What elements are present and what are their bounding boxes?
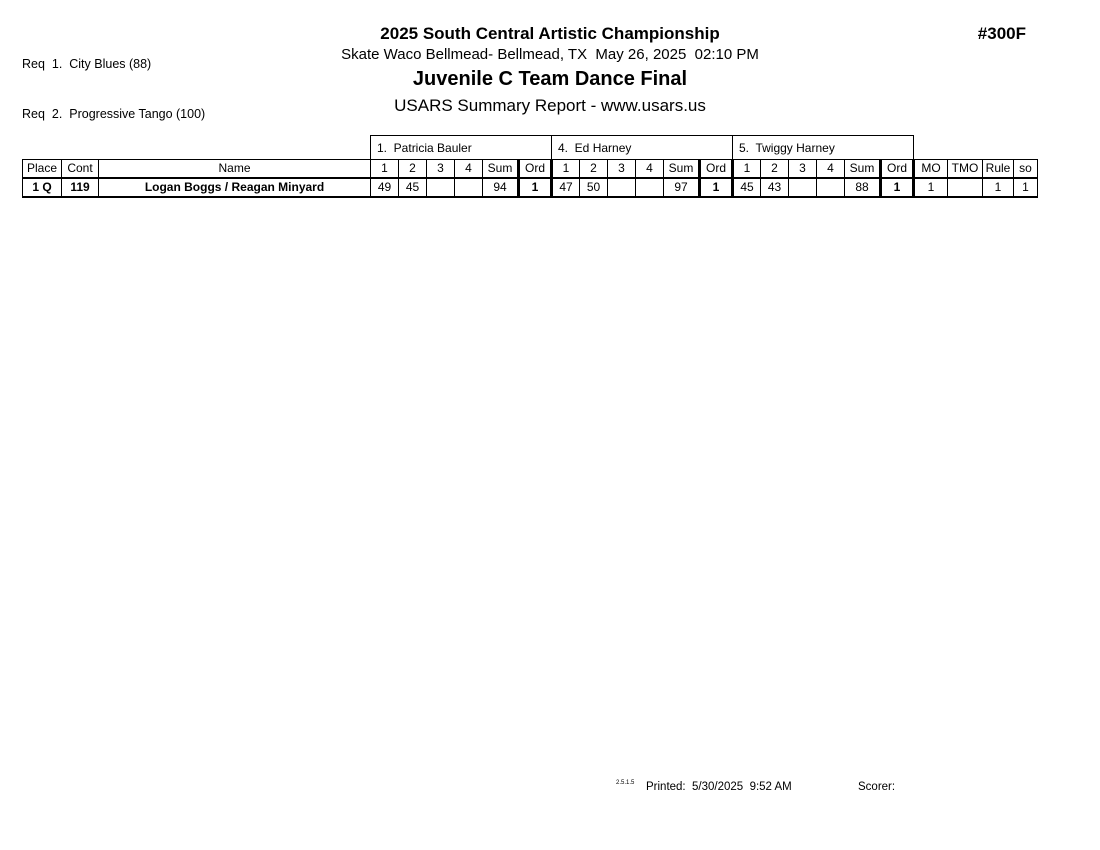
- judge3-sum-header: Sum: [845, 160, 881, 178]
- judge2-score1-header: 1: [552, 160, 580, 178]
- judge2-ord-header: Ord: [700, 160, 733, 178]
- column-header-row: [23, 160, 1038, 178]
- judge1-ord-header: Ord: [519, 160, 552, 178]
- results-table: [22, 135, 1038, 198]
- judge1-sum-cell: 94: [483, 178, 519, 197]
- rule-cell: 1: [983, 178, 1014, 197]
- judge-header-row: [23, 136, 1038, 160]
- cont-column-header: Cont: [62, 160, 99, 178]
- judge2-score1-cell: 47: [552, 178, 580, 197]
- judge1-score1-cell: 49: [371, 178, 399, 197]
- judge3-score4-header: 4: [817, 160, 845, 178]
- so-cell: 1: [1014, 178, 1038, 197]
- judge3-score3-cell: [789, 178, 817, 197]
- judge1-score4-header: 4: [455, 160, 483, 178]
- place-column-header: Place: [23, 160, 62, 178]
- so-column-header: so: [1014, 160, 1038, 178]
- venue-datetime: Skate Waco Bellmead- Bellmead, TX May 26, 2025 02:10 PM: [341, 46, 759, 63]
- judge1-score3-header: 3: [427, 160, 455, 178]
- judge-row-spacer-right: [914, 136, 1038, 160]
- judge3-score1-cell: 45: [733, 178, 761, 197]
- judge2-ord-cell: 1: [700, 178, 733, 197]
- judge1-score3-cell: [427, 178, 455, 197]
- judge3-score2-header: 2: [761, 160, 789, 178]
- printed-timestamp: Printed: 5/30/2025 9:52 AM: [646, 781, 792, 793]
- tmo-column-header: TMO: [948, 160, 983, 178]
- judge2-score2-cell: 50: [580, 178, 608, 197]
- judge3-sum-cell: 88: [845, 178, 881, 197]
- software-version: 2.5.1.5: [616, 780, 635, 786]
- judge1-score1-header: 1: [371, 160, 399, 178]
- event-number: #300F: [977, 24, 1026, 43]
- judge-1-name: 1. Patricia Bauler: [371, 136, 552, 160]
- judge3-score1-header: 1: [733, 160, 761, 178]
- mo-column-header: MO: [914, 160, 948, 178]
- judge-row-spacer-left: [23, 136, 371, 160]
- judge2-score2-header: 2: [580, 160, 608, 178]
- judge1-score4-cell: [455, 178, 483, 197]
- report-header: [0, 23, 1100, 116]
- report-type: USARS Summary Report - www.usars.us: [394, 96, 706, 115]
- judge3-score2-cell: 43: [761, 178, 789, 197]
- result-row: [23, 178, 1038, 197]
- judge2-sum-header: Sum: [664, 160, 700, 178]
- judge-2-name: 4. Ed Harney: [552, 136, 733, 160]
- judge3-score4-cell: [817, 178, 845, 197]
- judge2-sum-cell: 97: [664, 178, 700, 197]
- judge1-score2-header: 2: [399, 160, 427, 178]
- judge3-score3-header: 3: [789, 160, 817, 178]
- requirement-line-2: Req 2. Progressive Tango (100): [22, 106, 206, 121]
- championship-title: 2025 South Central Artistic Championship: [380, 24, 720, 43]
- judge-3-name: 5. Twiggy Harney: [733, 136, 914, 160]
- skater-names-cell: Logan Boggs / Reagan Minyard: [99, 178, 371, 197]
- judge2-score4-cell: [636, 178, 664, 197]
- judge1-score2-cell: 45: [399, 178, 427, 197]
- judge2-score4-header: 4: [636, 160, 664, 178]
- judge2-score3-header: 3: [608, 160, 636, 178]
- event-name: Juvenile C Team Dance Final: [412, 68, 688, 90]
- place-cell: 1 Q: [23, 178, 62, 197]
- scorer-label: Scorer:: [858, 781, 896, 793]
- name-column-header: Name: [99, 160, 371, 178]
- judge1-sum-header: Sum: [483, 160, 519, 178]
- judge3-ord-cell: 1: [881, 178, 914, 197]
- requirement-line-1: Req 1. City Blues (88): [22, 57, 152, 71]
- tmo-cell: [948, 178, 983, 197]
- judge3-ord-header: Ord: [881, 160, 914, 178]
- rule-column-header: Rule: [983, 160, 1014, 178]
- contestant-number-cell: 119: [62, 178, 99, 197]
- mo-cell: 1: [914, 178, 948, 197]
- judge2-score3-cell: [608, 178, 636, 197]
- judge1-ord-cell: 1: [519, 178, 552, 197]
